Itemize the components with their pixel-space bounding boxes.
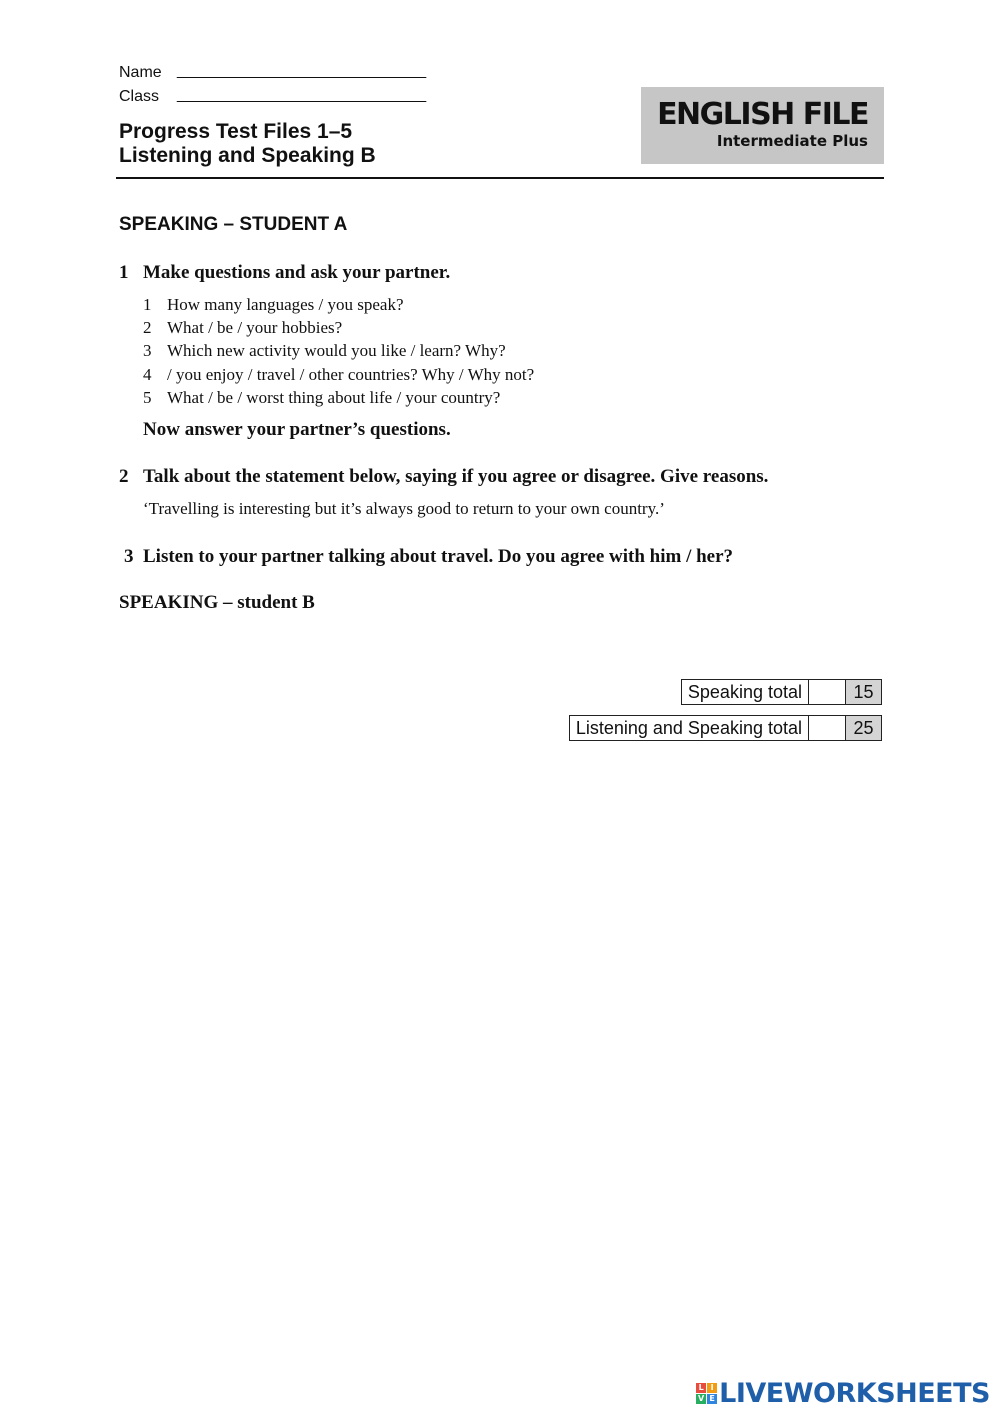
question-1 bbox=[119, 262, 450, 284]
question-2-quote: ‘Travelling is interesting but it’s always good to return to your own country.’ bbox=[143, 499, 665, 518]
liveworksheets-logo[interactable] bbox=[696, 1376, 990, 1410]
listening-speaking-score-input[interactable] bbox=[809, 716, 846, 741]
list-item-number: 3 bbox=[143, 341, 152, 360]
speaking-total-box bbox=[681, 679, 882, 705]
class-label: Class bbox=[119, 88, 160, 105]
speaking-max-score: 15 bbox=[846, 680, 882, 705]
list-item bbox=[143, 365, 534, 385]
logo-tile: E bbox=[707, 1394, 717, 1404]
logo-tile: V bbox=[698, 1393, 705, 1403]
brand-title: ENGLISH FILE bbox=[657, 97, 868, 132]
logo-tile: I bbox=[707, 1383, 717, 1393]
list-item-text: Which new activity would you like / learn? Why? bbox=[167, 341, 506, 360]
list-item-number: 2 bbox=[143, 318, 152, 337]
list-item bbox=[143, 318, 342, 338]
test-title-line2: Listening and Speaking B bbox=[119, 144, 376, 167]
listening-speaking-total-box bbox=[569, 715, 882, 741]
listening-speaking-total-label: Listening and Speaking total bbox=[569, 716, 808, 741]
question-3-text: Listen to your partner talking about travel. Do you agree with him / her? bbox=[143, 546, 734, 567]
liveworksheets-icon bbox=[696, 1383, 717, 1404]
section-b-heading: SPEAKING – student B bbox=[119, 592, 315, 613]
test-title-line1: Progress Test Files 1–5 bbox=[119, 120, 353, 143]
list-item-number: 5 bbox=[143, 388, 152, 407]
section-a-heading: SPEAKING – STUDENT A bbox=[119, 214, 348, 235]
question-2-text: Talk about the statement below, saying if you agree or disagree. Give reasons. bbox=[143, 466, 769, 487]
list-item bbox=[143, 341, 506, 361]
question-2 bbox=[119, 466, 768, 488]
list-item-text: What / be / worst thing about life / your country? bbox=[167, 388, 501, 407]
question-1-text: Make questions and ask your partner. bbox=[143, 262, 451, 283]
list-item-text: / you enjoy / travel / other countries? Why / Why not? bbox=[167, 365, 535, 384]
list-item bbox=[143, 295, 404, 315]
liveworksheets-wordmark: LIVEWORKSHEETS bbox=[719, 1377, 990, 1409]
name-field[interactable]: ____________________________ bbox=[177, 62, 427, 79]
list-item-text: What / be / your hobbies? bbox=[167, 318, 343, 337]
brand-logo bbox=[641, 87, 884, 164]
name-label: Name bbox=[119, 64, 162, 81]
logo-tile: L bbox=[696, 1383, 706, 1393]
question-3 bbox=[124, 546, 733, 568]
class-field[interactable]: ____________________________ bbox=[177, 86, 427, 103]
question-3-number: 3 bbox=[124, 546, 134, 567]
list-item-number: 4 bbox=[143, 365, 152, 384]
list-item-number: 1 bbox=[143, 295, 152, 314]
list-item-text: How many languages / you speak? bbox=[167, 295, 404, 314]
speaking-score-input[interactable] bbox=[809, 680, 846, 705]
list-item bbox=[143, 388, 500, 408]
test-title bbox=[119, 120, 376, 168]
speaking-total-label: Speaking total bbox=[681, 680, 808, 705]
question-1-followup: Now answer your partner’s questions. bbox=[143, 419, 451, 440]
question-2-number: 2 bbox=[119, 466, 129, 487]
brand-subtitle: Intermediate Plus bbox=[716, 132, 868, 150]
listening-speaking-max-score: 25 bbox=[846, 716, 882, 741]
question-1-number: 1 bbox=[119, 262, 129, 283]
header-divider bbox=[116, 177, 884, 179]
